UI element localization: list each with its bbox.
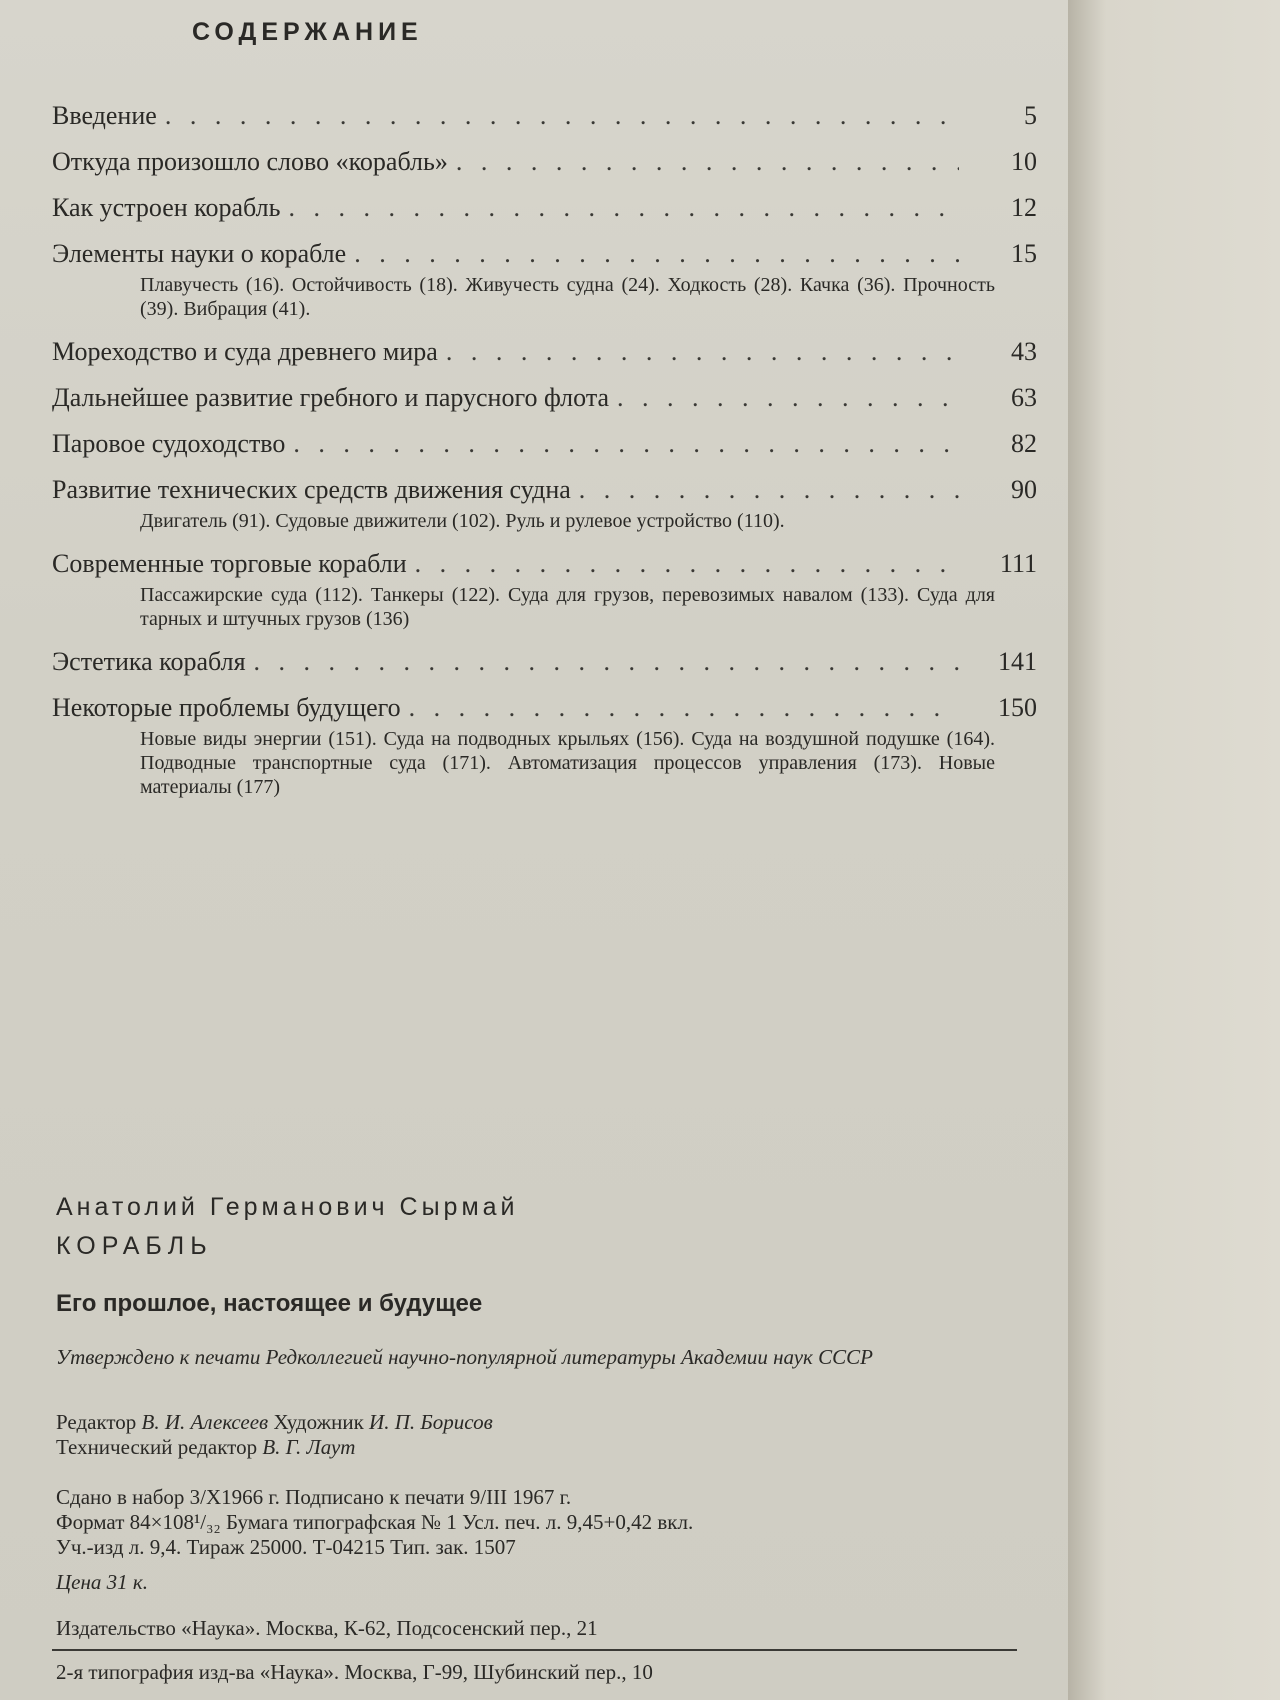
dot-leader — [409, 692, 959, 723]
toc-entry-title: Откуда произошло слово «корабль» — [52, 147, 448, 176]
toc-entry-page: 141 — [998, 647, 1037, 676]
toc-entry — [52, 548, 1037, 631]
toc-entry-title: Элементы науки о корабле — [52, 239, 347, 268]
toc-entry-page: 10 — [1011, 147, 1037, 176]
tech-editor-label: Технический редактор — [56, 1435, 258, 1459]
toc-entry-page: 15 — [1011, 239, 1037, 268]
toc-entry — [52, 238, 1037, 321]
print-details — [56, 1485, 1016, 1560]
toc-entry-title: Паровое судоходство — [52, 429, 286, 458]
toc-row — [52, 238, 1037, 269]
toc-entry — [52, 692, 1037, 799]
toc-entry — [52, 192, 1037, 223]
toc-entry-title: Введение — [52, 101, 157, 130]
print-line: Уч.-изд л. 9,4. Тираж 25000. Т-04215 Тип. зак. 1507 — [56, 1535, 516, 1559]
toc-entry-page: 63 — [1011, 383, 1037, 412]
dot-leader — [617, 382, 959, 413]
dot-leader — [288, 192, 959, 223]
toc-entry — [52, 336, 1037, 367]
toc-entry — [52, 382, 1037, 413]
toc-entry-page: 82 — [1011, 429, 1037, 458]
toc-entry — [52, 146, 1037, 177]
book-title: КОРАБЛЬ — [56, 1232, 213, 1260]
print-line: Сдано в набор 3/Х1966 г. Подписано к печати 9/III 1967 г. — [56, 1485, 572, 1509]
publisher: Издательство «Наука». Москва, К-62, Подсосенский пер., 21 — [56, 1616, 598, 1640]
price: Цена 31 к. — [56, 1570, 148, 1594]
dot-leader — [579, 474, 959, 505]
toc-entry-title: Некоторые проблемы будущего — [52, 693, 401, 722]
toc-row — [52, 336, 1037, 367]
artist-name: И. П. Борисов — [369, 1410, 493, 1434]
toc-entry-title: Дальнейшее развитие гребного и парусного флота — [52, 383, 610, 412]
table-of-contents — [52, 100, 1037, 814]
dot-leader — [254, 646, 959, 677]
toc-row — [52, 428, 1037, 459]
toc-entry — [52, 646, 1037, 677]
toc-entry-page: 12 — [1011, 193, 1037, 222]
book-subtitle: Его прошлое, настоящее и будущее — [56, 1290, 483, 1317]
author-name: Анатолий Германович Сырмай — [56, 1193, 519, 1221]
toc-row — [52, 474, 1037, 505]
toc-entry-title: Эстетика корабля — [52, 647, 246, 676]
toc-subsections: Плавучесть (16). Остойчивость (18). Живучесть судна (24). Ходкость (28). Качка (36). Прочность (39). Вибрация (41). — [140, 274, 995, 320]
toc-row — [52, 192, 1037, 223]
printing-house: 2-я типография изд-ва «Наука». Москва, Г-99, Шубинский пер., 10 — [56, 1660, 653, 1684]
toc-entry-title: Мореходство и суда древнего мира — [52, 337, 438, 366]
toc-entry-title: Развитие технических средств движения судна — [52, 475, 571, 504]
dot-leader — [165, 100, 959, 131]
toc-subsections: Двигатель (91). Судовые движители (102). Руль и рулевое устройство (110). — [140, 510, 785, 532]
toc-entry-title: Как устроен корабль — [52, 193, 281, 222]
toc-subsections: Новые виды энергии (151). Суда на подводных крыльях (156). Суда на воздушной подушке (164). Подводные транспортные суда (171). Автоматизация процессов управления (173). Новые материалы (177) — [140, 728, 995, 798]
dot-leader — [446, 336, 959, 367]
toc-row — [52, 646, 1037, 677]
toc-entry-page: 90 — [1011, 475, 1037, 504]
toc-entry — [52, 100, 1037, 131]
toc-entry-title: Современные торговые корабли — [52, 549, 407, 578]
toc-row — [52, 100, 1037, 131]
divider — [52, 1649, 1017, 1651]
editor-name: В. И. Алексеев — [141, 1410, 269, 1434]
dot-leader — [456, 146, 959, 177]
dot-leader — [415, 548, 959, 579]
approval-note: Утверждено к печати Редколлегией научно-популярной литературы Академии наук СССР — [56, 1345, 873, 1369]
print-line: Формат 84×108¹/₃₂ Бумага типографская № 1 Усл. печ. л. 9,45+0,42 вкл. — [56, 1510, 694, 1534]
toc-row — [52, 548, 1037, 579]
toc-row — [52, 146, 1037, 177]
tech-editor-name: В. Г. Лаут — [262, 1435, 356, 1459]
staff-credits — [56, 1410, 1016, 1460]
dot-leader — [293, 428, 959, 459]
toc-entry — [52, 428, 1037, 459]
toc-heading: СОДЕРЖАНИЕ — [192, 18, 423, 46]
toc-row — [52, 692, 1037, 723]
toc-entry-page: 150 — [998, 693, 1037, 722]
editor-label: Редактор — [56, 1410, 137, 1434]
dot-leader — [354, 238, 959, 269]
toc-entry-page: 43 — [1011, 337, 1037, 366]
toc-row — [52, 382, 1037, 413]
toc-subsections: Пассажирские суда (112). Танкеры (122). Суда для грузов, перевозимых навалом (133). Суда для тарных и штучных грузов (136) — [140, 584, 995, 630]
toc-entry — [52, 474, 1037, 533]
toc-entry-page: 111 — [999, 549, 1037, 578]
toc-entry-page: 5 — [1024, 101, 1037, 130]
facing-page-edge — [1068, 0, 1280, 1700]
artist-label: Художник — [273, 1410, 364, 1434]
